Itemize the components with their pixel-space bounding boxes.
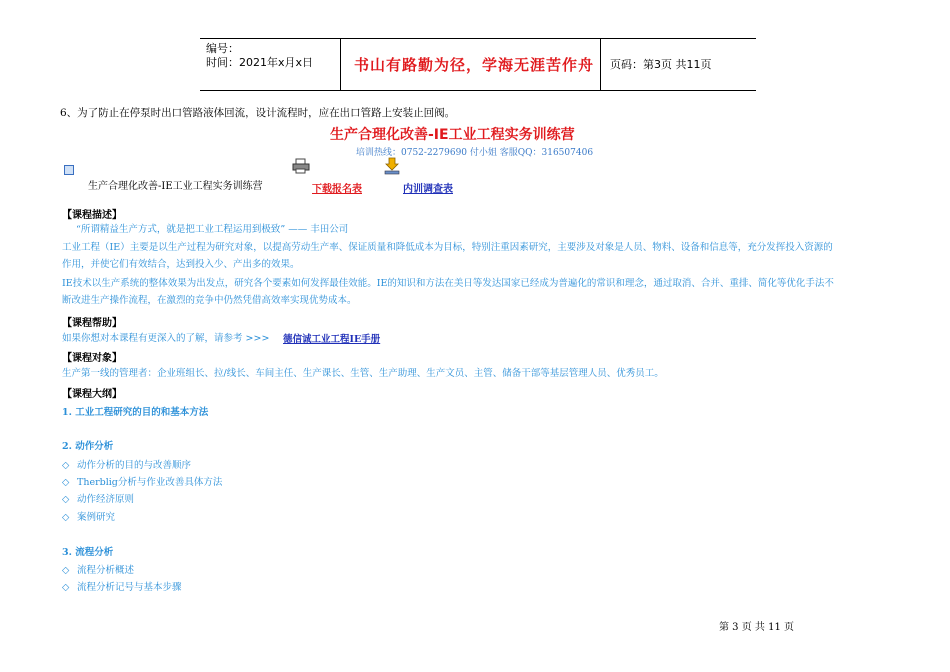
desc-paragraph-2a: IE技术以生产系统的整体效果为出发点，研究各个要素如何发挥最佳效能。IE的知识和方法在美日等发达国家已经成为普遍化的常识和理念，通过取消、合并、重排、简化等优化手法不 (62, 278, 834, 289)
desc-paragraph-2b: 断改进生产操作流程，在激烈的竞争中仍然凭借高效率实现优势成本。 (62, 295, 357, 306)
download-icon[interactable] (384, 157, 400, 175)
printer-icon[interactable] (292, 158, 310, 174)
manual-link[interactable]: 德信诚工业工程IE手册 (283, 334, 381, 345)
header-bottom-rule (200, 90, 756, 91)
outline-heading: 【课程大纲】 (62, 389, 122, 400)
help-heading: 【课程帮助】 (62, 318, 122, 329)
survey-link[interactable]: 内训调查表 (403, 184, 453, 195)
list-item: ◇ 案例研究 (62, 512, 116, 523)
page-footer: 第 3 页 共 11 页 (719, 622, 794, 633)
hotline: 培训热线：0752-2279690 付小姐 客服QQ：316507406 (356, 148, 594, 158)
desc-paragraph-1a: 工业工程（IE）主要是以生产过程为研究对象，以提高劳动生产率、保证质量和降低成本为目标，特别注重因素研究，主要涉及对象是人员、物料、设备和信息等，充分发挥投入资源的 (62, 242, 833, 253)
course-name-label: 生产合理化改善-IE工业工程实务训练营 (88, 181, 263, 192)
header-divider (600, 38, 601, 90)
outline-item-2: 2. 动作分析 (62, 441, 114, 452)
course-title: 生产合理化改善-IE工业工程实务训练营 (330, 127, 575, 143)
motto: 书山有路勤为径，学海无涯苦作舟 (354, 56, 595, 74)
target-heading: 【课程对象】 (62, 353, 122, 364)
desc-quote: “所谓精益生产方式，就是把工业工程运用到极致” —— 丰田公司 (76, 224, 349, 235)
image-placeholder-icon (64, 165, 74, 175)
desc-heading: 【课程描述】 (62, 210, 122, 221)
target-text: 生产第一线的管理者：企业班组长、拉/线长、车间主任、生产课长、生管、生产助理、生产文员、主管、储备干部等基层管理人员、优秀员工。 (62, 368, 664, 379)
outline-item-3: 3. 流程分析 (62, 547, 114, 558)
list-item: ◇ 动作经济原则 (62, 494, 135, 505)
intro-line: 6、为了防止在停泵时出口管路液体回流，设计流程时，应在出口管路上安装止回阀。 (60, 107, 456, 119)
list-item: ◇ 流程分析记号与基本步骤 (62, 582, 182, 593)
page-info: 页码：第3页 共11页 (610, 58, 712, 71)
time-label: 时间：2021年x月x日 (206, 56, 314, 69)
header-divider (340, 38, 341, 90)
list-item: ◇ Therblig分析与作业改善具体方法 (62, 477, 223, 488)
desc-paragraph-1b: 作用，并使它们有效结合，达到投入少、产出多的效果。 (62, 259, 300, 270)
help-text: 如果你想对本课程有更深入的了解，请参考 >>> (62, 333, 270, 344)
outline-item-1: 1. 工业工程研究的目的和基本方法 (62, 407, 209, 418)
list-item: ◇ 流程分析概述 (62, 565, 135, 576)
header-top-rule (200, 38, 756, 39)
number-label: 编号： (206, 42, 239, 55)
download-form-link[interactable]: 下载报名表 (312, 184, 362, 195)
list-item: ◇ 动作分析的目的与改善顺序 (62, 460, 192, 471)
